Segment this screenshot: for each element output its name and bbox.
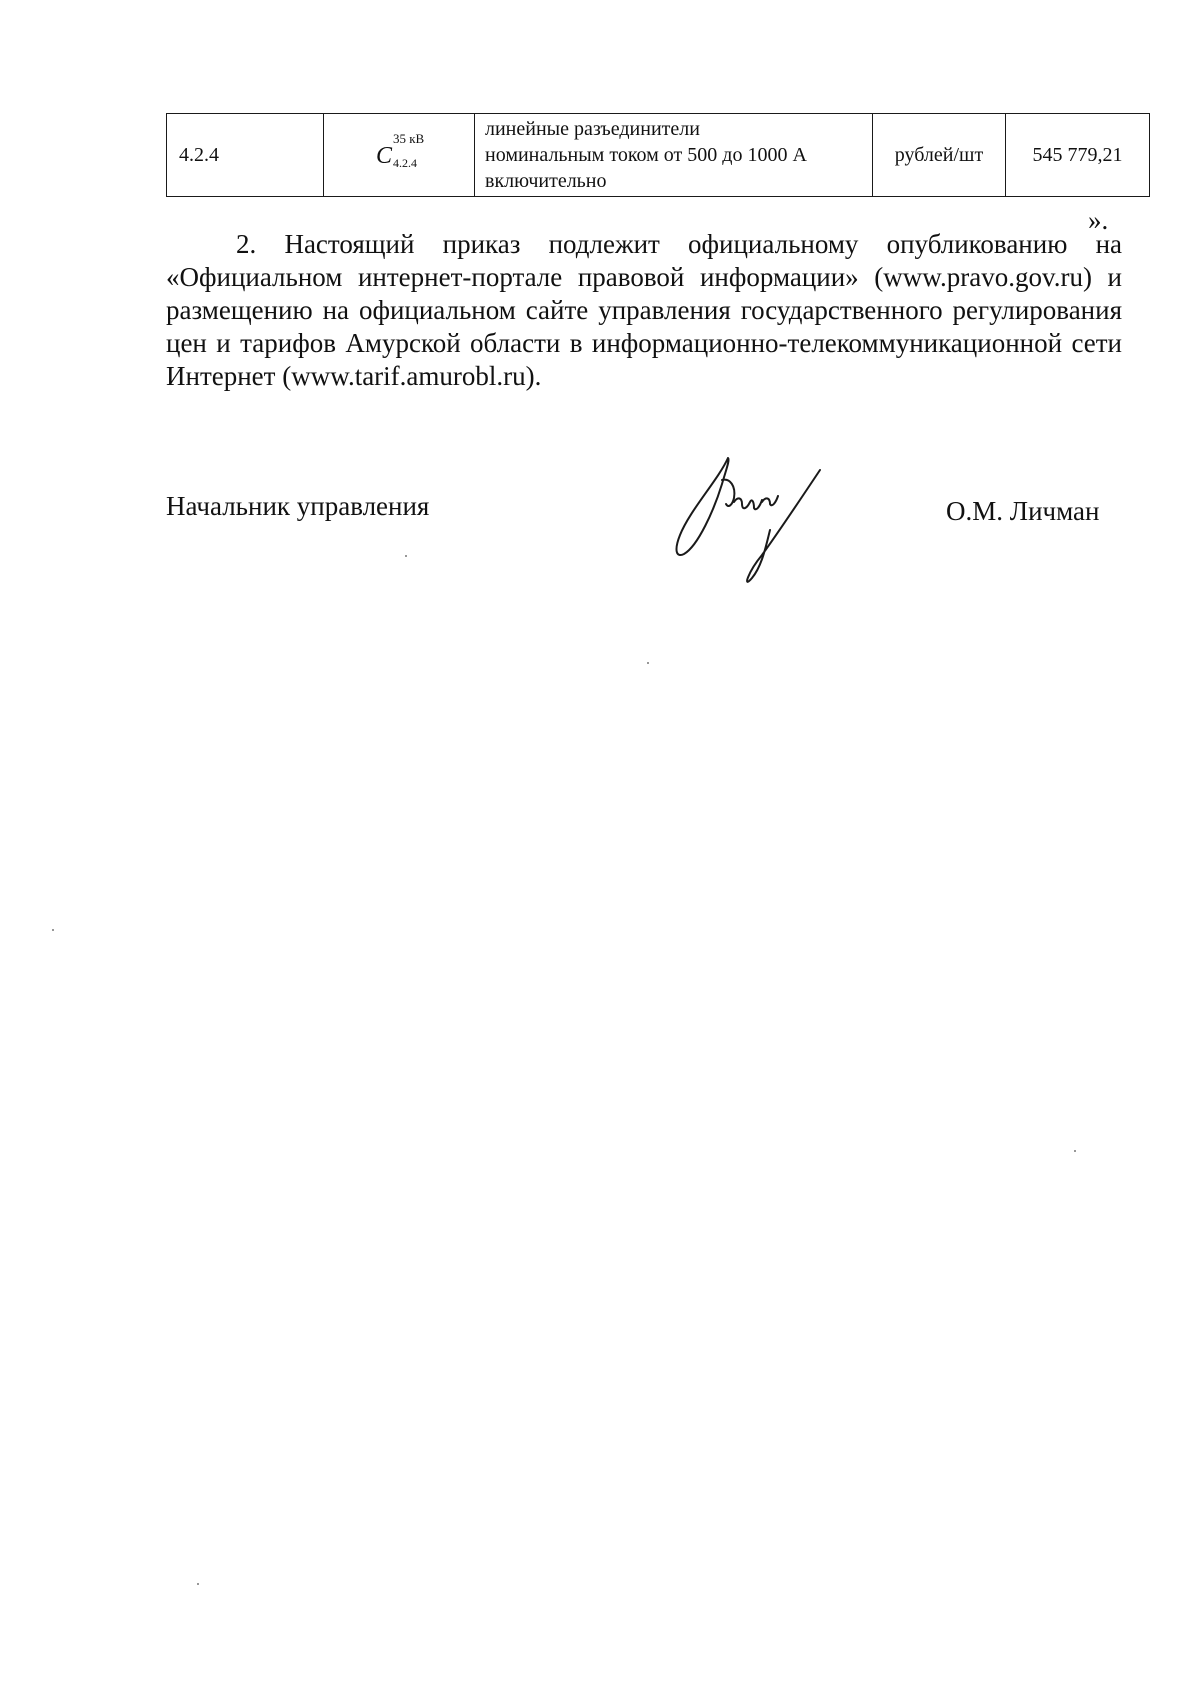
row-description bbox=[475, 114, 873, 197]
scan-speck bbox=[52, 929, 54, 931]
scan-speck bbox=[405, 555, 407, 557]
order-paragraph: 2. Настоящий приказ подлежит официальному опубликованию на «Официальном интернет-портале правовой информации» (www.pravo.gov.ru) и размещению на официальном сайте управления государственного регулирования цен и тарифов Амурской области в информационно-телекоммуникационной сети Интернет (www.tarif.amurobl.ru). bbox=[166, 229, 1122, 391]
table-row bbox=[167, 114, 1150, 197]
scan-speck bbox=[1074, 1150, 1076, 1152]
handwritten-signature bbox=[670, 450, 830, 595]
row-unit: рублей/шт bbox=[873, 114, 1006, 197]
row-number: 4.2.4 bbox=[167, 114, 324, 197]
description-line: номинальным током от 500 до 1000 А bbox=[485, 144, 807, 166]
description-line: линейные разъединители bbox=[485, 118, 700, 140]
description-line: включительно bbox=[485, 170, 607, 192]
scan-speck bbox=[647, 662, 649, 664]
rate-symbol-letter: C bbox=[375, 143, 392, 169]
signatory-name: О.М. Личман bbox=[946, 496, 1100, 526]
rate-symbol-superscript: 35 кВ bbox=[392, 131, 425, 146]
rate-symbol bbox=[375, 131, 425, 170]
rate-symbol-subscript: 4.2.4 bbox=[392, 156, 417, 170]
row-value: 545 779,21 bbox=[1006, 114, 1150, 197]
closing-quote: ». bbox=[1088, 205, 1109, 235]
signatory-title: Начальник управления bbox=[166, 491, 430, 521]
tariff-table bbox=[166, 113, 1150, 197]
scan-speck bbox=[197, 1583, 199, 1585]
row-symbol bbox=[324, 114, 475, 197]
